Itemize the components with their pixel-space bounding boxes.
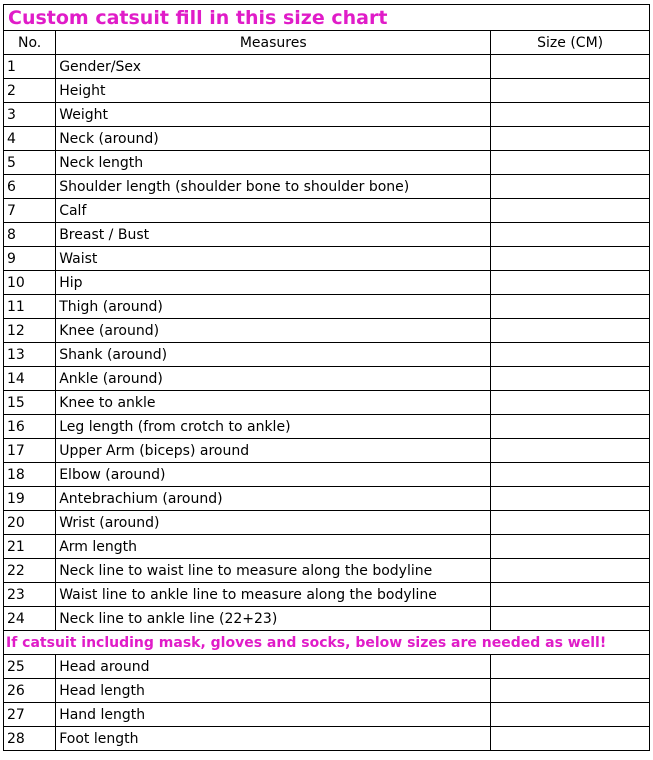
table-row [4, 103, 650, 127]
size-cm-cell[interactable] [491, 151, 650, 175]
measure-label: Calf [56, 199, 491, 223]
table-row [4, 343, 650, 367]
table-row [4, 583, 650, 607]
row-number: 7 [4, 199, 56, 223]
size-cm-cell[interactable] [491, 271, 650, 295]
measure-label: Knee to ankle [56, 391, 491, 415]
row-number: 16 [4, 415, 56, 439]
size-cm-cell[interactable] [491, 415, 650, 439]
size-cm-cell[interactable] [491, 103, 650, 127]
measure-label: Neck length [56, 151, 491, 175]
row-number: 28 [4, 727, 56, 751]
size-cm-cell[interactable] [491, 319, 650, 343]
size-cm-cell[interactable] [491, 391, 650, 415]
accessory-note: If catsuit including mask, gloves and socks, below sizes are needed as well! [4, 631, 650, 655]
size-cm-cell[interactable] [491, 679, 650, 703]
table-row [4, 151, 650, 175]
measure-label: Elbow (around) [56, 463, 491, 487]
row-number: 4 [4, 127, 56, 151]
table-row [4, 607, 650, 631]
row-number: 5 [4, 151, 56, 175]
measure-label: Hip [56, 271, 491, 295]
size-chart-table [3, 4, 650, 751]
measure-label: Neck line to waist line to measure along the bodyline [56, 559, 491, 583]
size-cm-cell[interactable] [491, 175, 650, 199]
measure-label: Ankle (around) [56, 367, 491, 391]
row-number: 20 [4, 511, 56, 535]
table-row [4, 319, 650, 343]
table-row [4, 463, 650, 487]
size-cm-cell[interactable] [491, 79, 650, 103]
row-number: 19 [4, 487, 56, 511]
measure-label: Shoulder length (shoulder bone to shoulder bone) [56, 175, 491, 199]
size-cm-cell[interactable] [491, 439, 650, 463]
table-row [4, 55, 650, 79]
table-row [4, 535, 650, 559]
table-row [4, 223, 650, 247]
size-cm-cell[interactable] [491, 655, 650, 679]
row-number: 6 [4, 175, 56, 199]
row-number: 10 [4, 271, 56, 295]
row-number: 8 [4, 223, 56, 247]
measure-label: Waist line to ankle line to measure along the bodyline [56, 583, 491, 607]
header-measures: Measures [56, 31, 491, 55]
row-number: 15 [4, 391, 56, 415]
table-row [4, 487, 650, 511]
size-cm-cell[interactable] [491, 295, 650, 319]
measure-label: Neck (around) [56, 127, 491, 151]
measure-label: Upper Arm (biceps) around [56, 439, 491, 463]
table-row [4, 679, 650, 703]
measure-label: Arm length [56, 535, 491, 559]
measure-label: Breast / Bust [56, 223, 491, 247]
measure-label: Waist [56, 247, 491, 271]
size-cm-cell[interactable] [491, 223, 650, 247]
measure-label: Weight [56, 103, 491, 127]
measure-label: Leg length (from crotch to ankle) [56, 415, 491, 439]
row-number: 22 [4, 559, 56, 583]
measure-label: Neck line to ankle line (22+23) [56, 607, 491, 631]
table-row [4, 655, 650, 679]
size-chart-body [4, 5, 650, 751]
size-cm-cell[interactable] [491, 607, 650, 631]
size-cm-cell[interactable] [491, 367, 650, 391]
row-number: 11 [4, 295, 56, 319]
measure-label: Head around [56, 655, 491, 679]
table-row [4, 415, 650, 439]
size-cm-cell[interactable] [491, 127, 650, 151]
size-cm-cell[interactable] [491, 535, 650, 559]
header-size: Size (CM) [491, 31, 650, 55]
measure-label: Knee (around) [56, 319, 491, 343]
row-number: 23 [4, 583, 56, 607]
measure-label: Head length [56, 679, 491, 703]
row-number: 18 [4, 463, 56, 487]
row-number: 26 [4, 679, 56, 703]
measure-label: Thigh (around) [56, 295, 491, 319]
size-cm-cell[interactable] [491, 703, 650, 727]
table-row [4, 295, 650, 319]
row-number: 14 [4, 367, 56, 391]
measure-label: Antebrachium (around) [56, 487, 491, 511]
row-number: 13 [4, 343, 56, 367]
size-cm-cell[interactable] [491, 55, 650, 79]
row-number: 2 [4, 79, 56, 103]
size-cm-cell[interactable] [491, 463, 650, 487]
row-number: 21 [4, 535, 56, 559]
table-row [4, 511, 650, 535]
row-number: 12 [4, 319, 56, 343]
table-row [4, 559, 650, 583]
size-cm-cell[interactable] [491, 583, 650, 607]
measure-label: Gender/Sex [56, 55, 491, 79]
measure-label: Height [56, 79, 491, 103]
header-no: No. [4, 31, 56, 55]
table-row [4, 391, 650, 415]
table-row [4, 175, 650, 199]
size-cm-cell[interactable] [491, 247, 650, 271]
measure-label: Wrist (around) [56, 511, 491, 535]
size-cm-cell[interactable] [491, 343, 650, 367]
size-cm-cell[interactable] [491, 727, 650, 751]
row-number: 1 [4, 55, 56, 79]
title-row [4, 5, 650, 31]
row-number: 9 [4, 247, 56, 271]
table-row [4, 199, 650, 223]
row-number: 25 [4, 655, 56, 679]
size-cm-cell[interactable] [491, 199, 650, 223]
size-cm-cell[interactable] [491, 511, 650, 535]
measure-label: Shank (around) [56, 343, 491, 367]
table-row [4, 439, 650, 463]
note-row [4, 631, 650, 655]
row-number: 27 [4, 703, 56, 727]
measure-label: Foot length [56, 727, 491, 751]
table-row [4, 727, 650, 751]
row-number: 3 [4, 103, 56, 127]
measure-label: Hand length [56, 703, 491, 727]
table-row [4, 271, 650, 295]
table-row [4, 79, 650, 103]
table-row [4, 127, 650, 151]
table-row [4, 247, 650, 271]
chart-title: Custom catsuit fill in this size chart [4, 5, 650, 31]
size-cm-cell[interactable] [491, 559, 650, 583]
row-number: 17 [4, 439, 56, 463]
size-cm-cell[interactable] [491, 487, 650, 511]
table-row [4, 703, 650, 727]
row-number: 24 [4, 607, 56, 631]
header-row [4, 31, 650, 55]
table-row [4, 367, 650, 391]
